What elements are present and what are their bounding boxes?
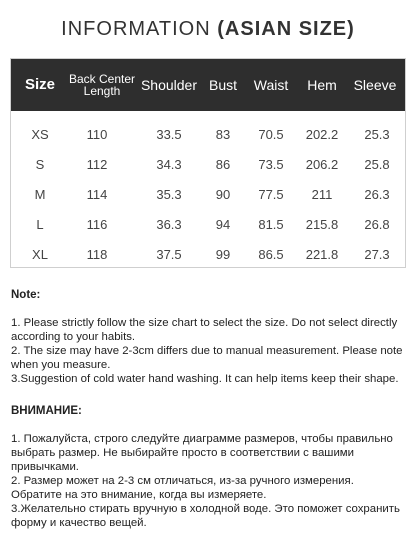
note-en	[11, 288, 407, 386]
cell-back-center-length: 112	[86, 156, 108, 172]
cell-sleeve: 27.3	[364, 246, 390, 262]
table-row	[11, 149, 405, 179]
title-bold: (ASIAN SIZE)	[217, 18, 355, 40]
cell-waist: 77.5	[258, 186, 284, 202]
title-light: INFORMATION	[61, 18, 211, 40]
cell-hem: 206.2	[305, 156, 339, 172]
size-table	[10, 58, 406, 268]
cell-hem: 221.8	[305, 246, 339, 262]
header-sleeve: Sleeve	[353, 77, 397, 93]
header-waist: Waist	[253, 77, 289, 93]
cell-sleeve: 26.3	[364, 186, 390, 202]
note-ru	[11, 404, 407, 530]
note-ru-line-3: 3.Желательно стирать вручную в холодной воде. Это поможет сохранить форму и качество вещей.	[11, 503, 400, 529]
cell-size: M	[34, 186, 46, 202]
table-header	[11, 59, 405, 111]
cell-bust: 86	[215, 156, 231, 172]
note-en-line-2: 2. The size may have 2-3cm differs due to manual measurement. Please note when you measure.	[11, 345, 403, 371]
cell-back-center-length: 118	[86, 246, 108, 262]
header-hem: Hem	[307, 77, 337, 93]
cell-waist: 81.5	[258, 216, 284, 232]
table-row	[11, 209, 405, 239]
cell-back-center-length: 110	[86, 126, 108, 142]
cell-sleeve: 26.8	[364, 216, 390, 232]
cell-size: S	[35, 156, 45, 172]
cell-size: XS	[31, 126, 49, 142]
cell-shoulder: 33.5	[156, 126, 182, 142]
cell-size: L	[36, 216, 44, 232]
note-en-label: Note:	[11, 289, 41, 301]
cell-bust: 94	[215, 216, 231, 232]
cell-size: XL	[32, 246, 48, 262]
header-size: Size	[24, 76, 55, 93]
cell-waist: 70.5	[258, 126, 284, 142]
header-shoulder: Shoulder	[140, 77, 198, 93]
table-row	[11, 239, 405, 269]
cell-bust: 83	[215, 126, 231, 142]
cell-back-center-length: 116	[86, 216, 108, 232]
cell-back-center-length: 114	[86, 186, 108, 202]
cell-bust: 99	[215, 246, 231, 262]
cell-sleeve: 25.3	[364, 126, 390, 142]
cell-bust: 90	[215, 186, 231, 202]
cell-sleeve: 25.8	[364, 156, 390, 172]
cell-shoulder: 35.3	[156, 186, 182, 202]
note-en-line-1: 1. Please strictly follow the size chart to select the size. Do not select directly according to your habits.	[11, 317, 398, 343]
note-ru-line-2: 2. Размер может на 2-3 см отличаться, из-за ручного измерения. Обратите на это внимание, когда вы измеряете.	[11, 475, 354, 501]
cell-shoulder: 34.3	[156, 156, 182, 172]
table-row	[11, 119, 405, 149]
header-bust: Bust	[208, 77, 237, 93]
cell-waist: 86.5	[258, 246, 284, 262]
table-row	[11, 179, 405, 209]
note-en-line-3: 3.Suggestion of cold water hand washing. It can help items keep their shape.	[11, 373, 399, 385]
cell-hem: 211	[311, 186, 333, 202]
cell-hem: 202.2	[305, 126, 339, 142]
note-ru-line-1: 1. Пожалуйста, строго следуйте диаграмме размеров, чтобы правильно выбрать размер. Не выбирайте просто в соответствии с вашими привычками.	[11, 433, 393, 473]
cell-hem: 215.8	[305, 216, 339, 232]
cell-waist: 73.5	[258, 156, 284, 172]
page-title	[0, 18, 416, 41]
header-back-center-length: Back Center Length	[68, 72, 136, 98]
cell-shoulder: 36.3	[156, 216, 182, 232]
note-ru-label: ВНИМАНИЕ:	[11, 405, 82, 417]
cell-shoulder: 37.5	[156, 246, 182, 262]
